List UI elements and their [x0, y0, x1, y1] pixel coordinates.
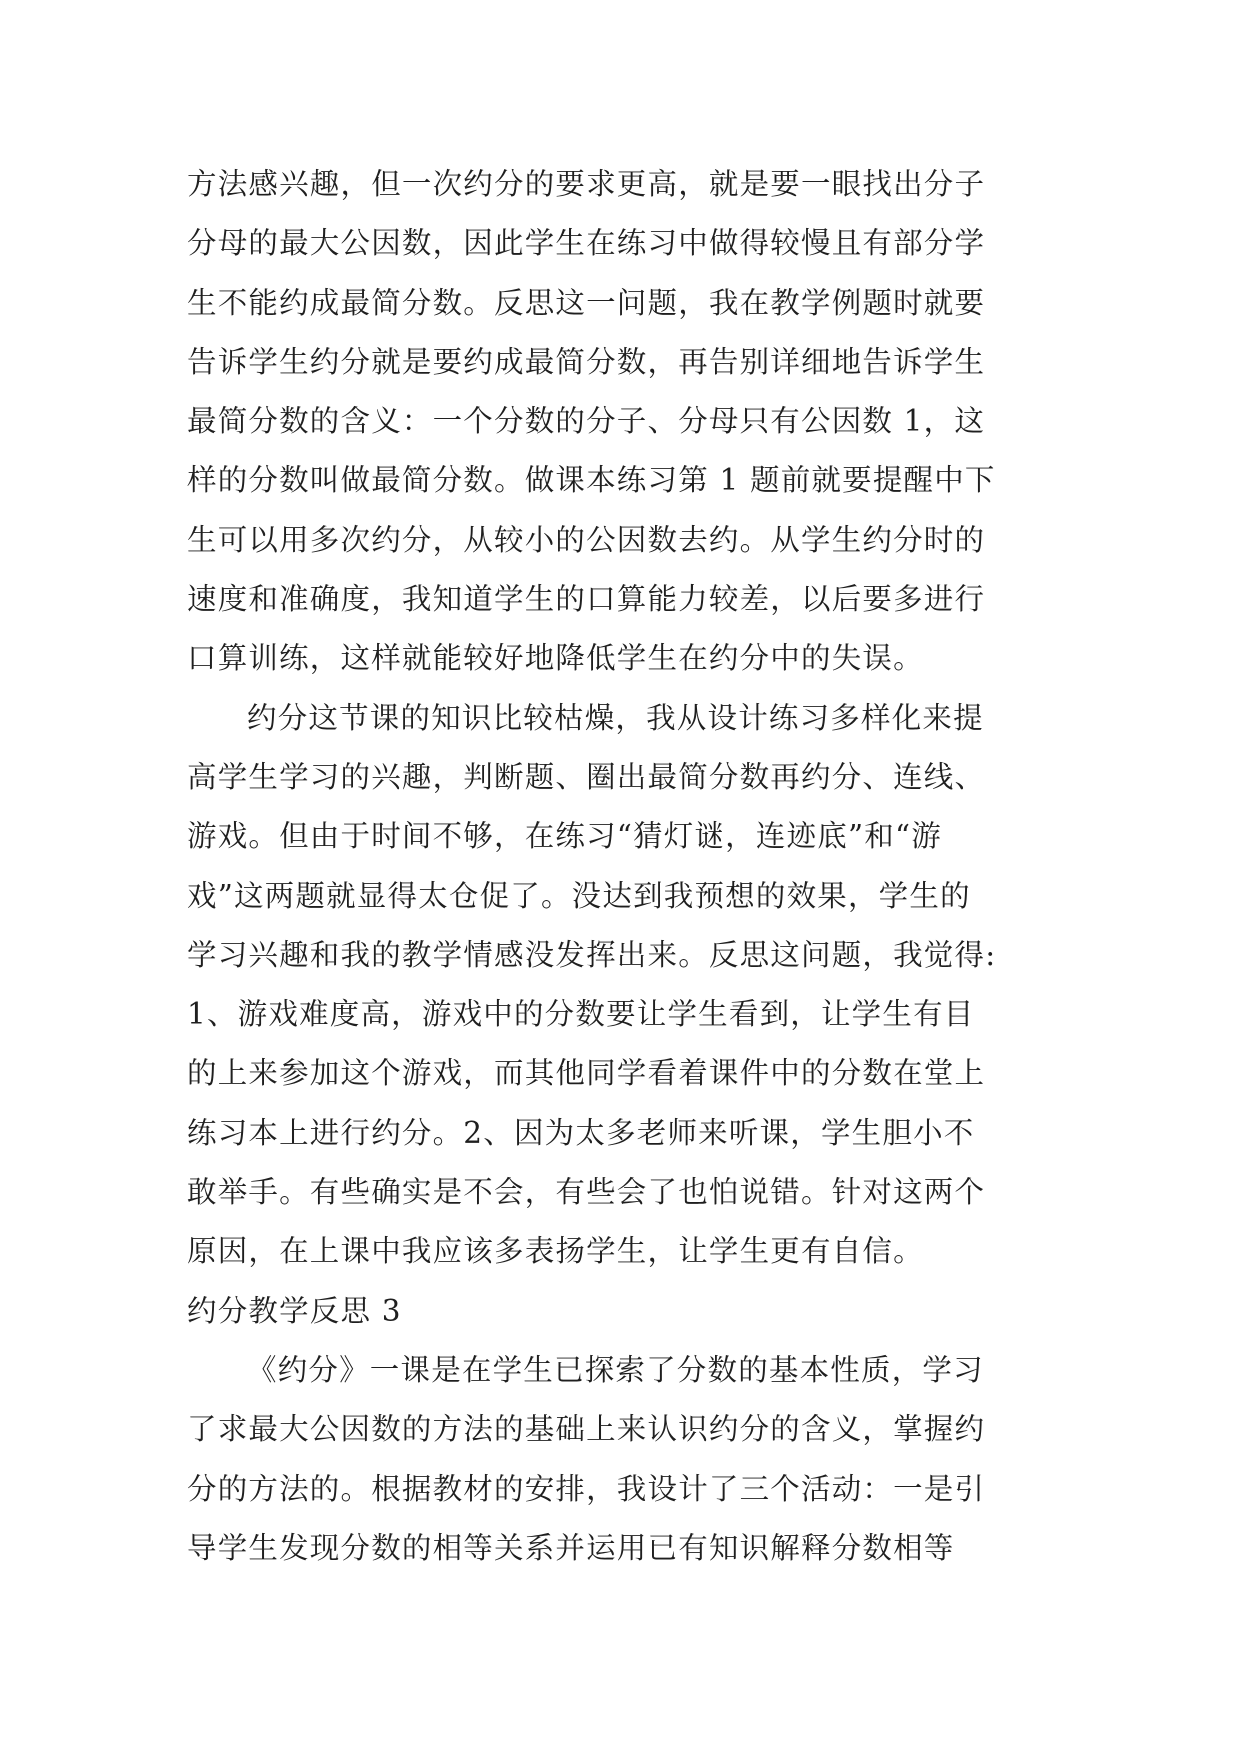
paragraph-start-line: 约分这节课的知识比较枯燥，我从设计练习多样化来提	[247, 700, 984, 735]
text-line: 样的分数叫做最简分数。做课本练习第 1 题前就要提醒中下	[187, 463, 996, 498]
text-line: 方法感兴趣，但一次约分的要求更高，就是要一眼找出分子	[187, 167, 986, 201]
text-line: 戏”这两题就显得太仓促了。没达到我预想的效果，学生的	[187, 878, 971, 913]
text-line: 的上来参加这个游戏，而其他同学看着课件中的分数在堂上	[187, 1056, 986, 1091]
text-line: 口算训练，这样就能较好地降低学生在约分中的失误。	[187, 641, 924, 676]
text-line: 告诉学生约分就是要约成最简分数，再告别详细地告诉学生	[187, 344, 986, 379]
text-line: 了求最大公因数的方法的基础上来认识约分的含义，掌握约	[187, 1412, 986, 1447]
text-line: 速度和准确度，我知道学生的口算能力较差，以后要多进行	[187, 582, 986, 617]
text-line: 原因，在上课中我应该多表扬学生，让学生更有自信。	[187, 1234, 924, 1269]
body-text	[187, 155, 1057, 1578]
text-line: 最简分数的含义：一个分数的分子、分母只有公因数 1，这	[187, 404, 986, 439]
text-line: 游戏。但由于时间不够，在练习“猜灯谜，连迹底”和“游	[187, 819, 942, 854]
section-heading: 约分教学反思 3	[187, 1293, 402, 1328]
text-line: 导学生发现分数的相等关系并运用已有知识解释分数相等	[187, 1530, 955, 1565]
text-line: 1、游戏难度高，游戏中的分数要让学生看到，让学生有目	[187, 997, 975, 1032]
text-line: 分母的最大公因数，因此学生在练习中做得较慢且有部分学	[187, 226, 986, 261]
text-line: 敢举手。有些确实是不会，有些会了也怕说错。针对这两个	[187, 1175, 986, 1210]
text-line: 分的方法的。根据教材的安排，我设计了三个活动：一是引	[187, 1471, 986, 1506]
text-line: 生不能约成最简分数。反思这一问题，我在教学例题时就要	[187, 285, 986, 320]
text-line: 学习兴趣和我的教学情感没发挥出来。反思这问题，我觉得:	[187, 937, 997, 972]
text-line: 练习本上进行约分。2、因为太多老师来听课，学生胆小不	[187, 1115, 975, 1150]
text-line: 生可以用多次约分，从较小的公因数去约。从学生约分时的	[187, 522, 986, 557]
text-line: 高学生学习的兴趣，判断题、圈出最简分数再约分、连线、	[187, 759, 986, 794]
paragraph-start-line: 《约分》一课是在学生已探索了分数的基本性质，学习	[247, 1352, 984, 1387]
